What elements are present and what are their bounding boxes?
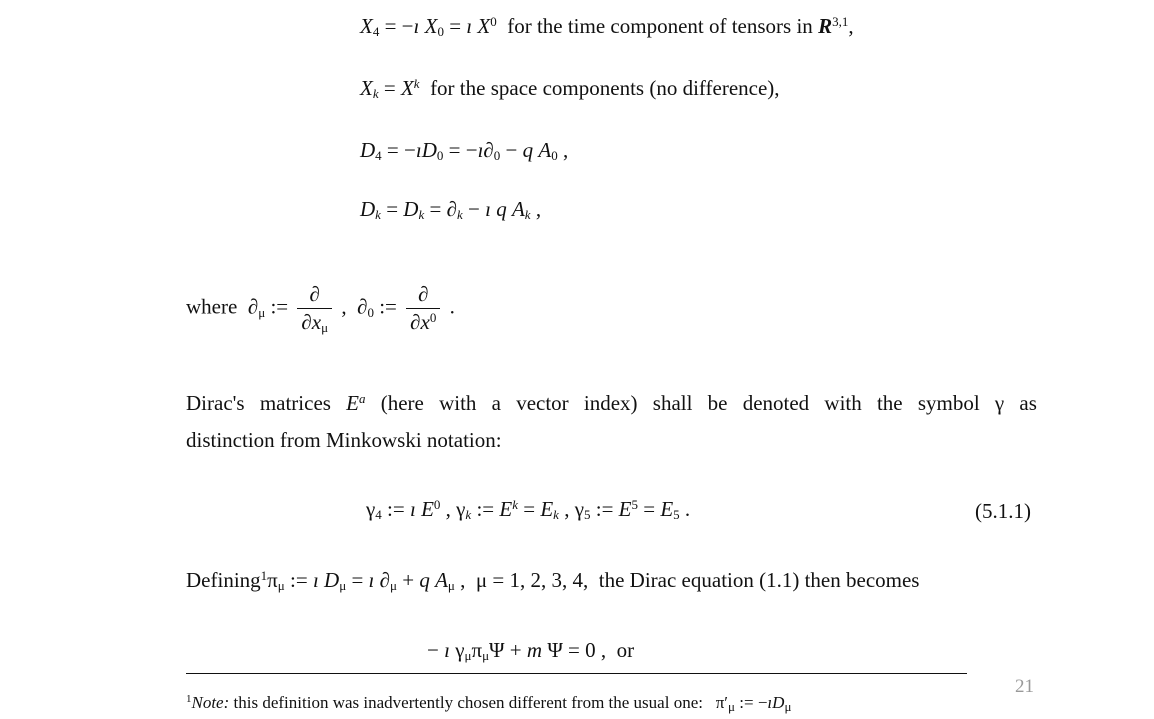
- eq-dirac-equation: − ı $\gamma_\mu\pi_\mu\Psi + m$ Ψ = 0 , or: [427, 638, 635, 664]
- e-a-symbol: $E^a$: [346, 390, 366, 415]
- footnote-ref[interactable]: 1: [260, 567, 268, 583]
- defining-word: Defining: [186, 568, 261, 592]
- word: index): [583, 391, 638, 415]
- time-component-text: for the time component of tensors in: [507, 14, 813, 38]
- partial-mu-fraction: $\frac{\partial}{\partial x_\mu}$: [297, 284, 332, 333]
- footnote-separator: [186, 673, 967, 674]
- word: symbol: [917, 391, 980, 415]
- or-word: or: [616, 638, 635, 662]
- footnote-marker: 1: [186, 692, 192, 705]
- partial-zero-fraction: $\frac{\partial}{\partial x^0}$: [406, 284, 440, 333]
- eq-gamma-definitions: $\gamma_4$ := ı $E^0$ , $\gamma_k$ := $E^k = E_k$ , $\gamma_5$ := $E^5 = E_5$ .: [366, 496, 691, 523]
- eq-d4-line: $D_4$ = $-ıD_0$ = $-ı\partial_0 - q$ $A_0$ ,: [360, 138, 569, 164]
- eq-x4-line: $X_4$ = −ı $X_0$ = ı $X^0$ for the time component of tensors in R$^{3,1}$,: [360, 13, 854, 40]
- space-components-text: for the space components (no difference),: [430, 76, 780, 100]
- word: denoted: [742, 391, 810, 415]
- page-number: 21: [1015, 676, 1034, 697]
- footnote-note-label: Note:: [191, 693, 230, 712]
- word: matrices: [259, 391, 331, 415]
- word: Dirac's: [186, 391, 245, 415]
- word: a: [491, 391, 501, 415]
- word: (here: [380, 391, 424, 415]
- footnote-formula: $\pi'_\mu$ := $-ıD_\mu$: [715, 693, 792, 715]
- eq-xk-line: $X_k = X^k$ for the space components (no difference),: [360, 75, 780, 102]
- equation-number: (5.1.1): [975, 499, 1031, 523]
- footnote-text: this definition was inadvertently chosen different from the usual one:: [233, 693, 703, 712]
- dirac-equation-text: the Dirac equation (1.1) then becomes: [598, 568, 920, 592]
- where-word: where: [186, 294, 238, 319]
- dirac-paragraph-line1: [186, 390, 1037, 415]
- word: vector: [516, 391, 569, 415]
- dirac-paragraph-line2: distinction from Minkowski notation:: [186, 428, 502, 452]
- eq-dk-line: $D_k = D_k = \partial_k$ − ı q $A_k$ ,: [360, 197, 542, 223]
- word: as: [1019, 391, 1037, 415]
- word: with: [824, 391, 862, 415]
- word: with: [439, 391, 477, 415]
- gamma-symbol: γ: [994, 391, 1005, 415]
- defining-line: $Defining^1\pi_\mu$ := ı $D_\mu$ = ı $\partial_\mu + q$ $A_\mu$ , μ = 1, 2, 3, 4, the Dirac equation (1.1) then becomes: [186, 567, 920, 594]
- footnote: [186, 693, 791, 713]
- word: shall: [652, 391, 693, 415]
- word: the: [876, 391, 903, 415]
- where-definition-line: where $\partial_\mu$ := $\frac{\partial}{\partial x_\mu}$ , $\partial_0$ := $\frac{\partial}{\partial x^0}$ .: [186, 282, 455, 336]
- word: be: [707, 391, 728, 415]
